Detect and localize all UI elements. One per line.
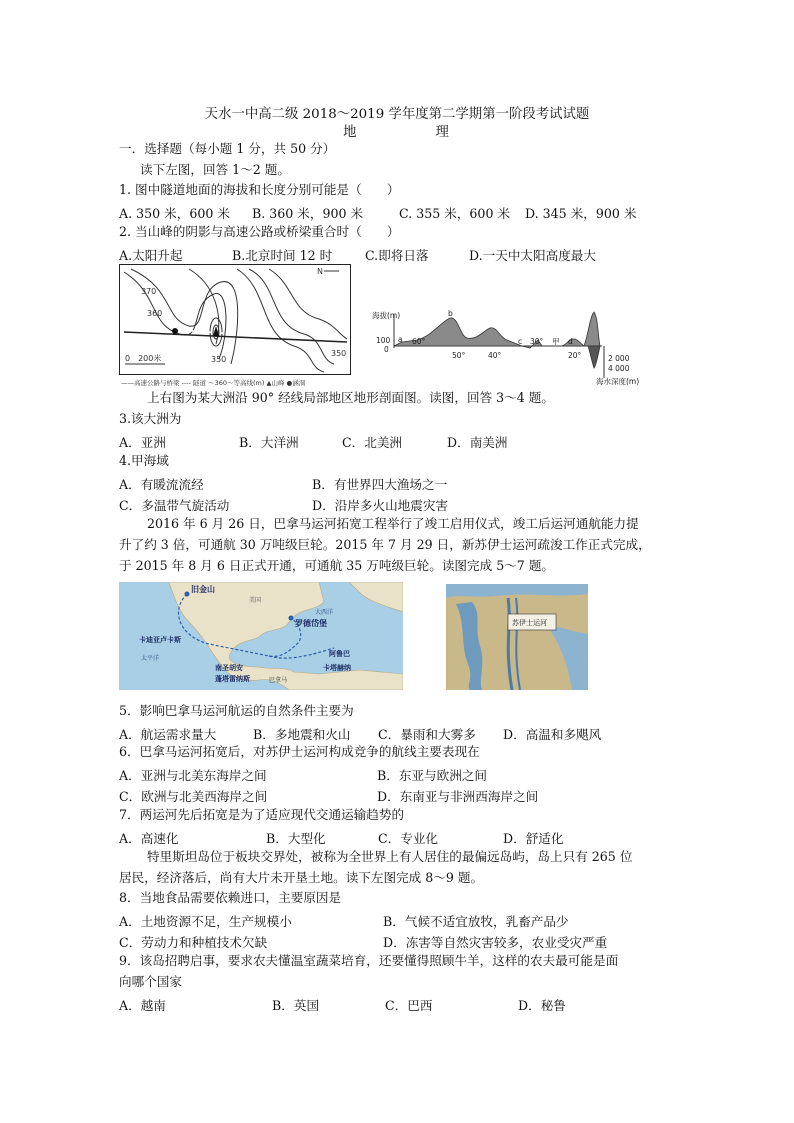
- q6-option-c: C．欧洲与北美西海岸之间: [119, 789, 268, 804]
- q9-stem-line1: 9．该岛招聘启事，要求农夫懂温室蔬菜培育，还要懂得照顾牛羊，这样的农夫最可能是面: [119, 953, 619, 968]
- q3-option-d: D．南美洲: [447, 435, 508, 450]
- q5-option-a: A．航运需求量大: [119, 727, 217, 742]
- exam-title: 天水一中高二级 2018～2019 学年度第二学期第一阶段考试试题: [204, 107, 590, 122]
- q3-stem: 3.该大洲为: [119, 411, 182, 426]
- q7-stem: 7．两运河先后拓宽是为了适应现代交通运输趋势的: [119, 807, 405, 822]
- q2-option-a: A.太阳升起: [119, 248, 183, 263]
- q9-option-d: D．秘鲁: [518, 998, 566, 1013]
- intro-q5-7-line1: 2016 年 6 月 26 日，巴拿马运河拓宽工程举行了竣工启用仪式，竣工后运河通航能力提: [147, 516, 639, 531]
- q7-option-b: B．大型化: [266, 831, 326, 846]
- intro-q8-9-line1: 特里斯坦岛位于板块交界处，被称为全世界上有人居住的最偏远岛屿，岛上只有 265 位: [147, 849, 633, 864]
- map1-label-sanfrancisco: 旧金山: [191, 585, 215, 594]
- contour-map: [119, 264, 351, 388]
- q9-stem-line2: 向哪个国家: [119, 974, 182, 989]
- depth-label: 海水深度(m): [596, 377, 640, 386]
- map1-label-lauderdale: 罗德岱堡: [295, 619, 327, 628]
- q7-option-d: D．舒适化: [503, 831, 564, 846]
- q8-option-a: A．土地资源不足，生产规模小: [119, 914, 292, 929]
- q6-option-d: D．东南亚与非洲西海岸之间: [377, 789, 539, 804]
- q5-option-c: C．暴雨和大雾多: [378, 727, 476, 742]
- point-b: b: [448, 309, 453, 318]
- map1-label-puntarenas: 蓬塔雷纳斯: [215, 675, 250, 683]
- q4-option-b: B．有世界四大渔场之一: [312, 477, 448, 492]
- q5-option-d: D．高温和多飓风: [503, 727, 602, 742]
- q2-stem: 2. 当山峰的阴影与高速公路或桥梁重合时（ ）: [119, 224, 400, 239]
- point-d: d: [568, 337, 573, 346]
- intro-q5-7-line2: 升了约 3 倍，可通航 30 万吨级巨轮。2015 年 7 月 29 日，新苏伊士运河疏浚工作正式完成，: [119, 537, 651, 552]
- lat-30: 30°: [530, 337, 544, 346]
- q1-option-d: D. 345 米，900 米: [525, 206, 637, 221]
- q4-option-a: A．有暖流流经: [119, 477, 204, 492]
- q8-option-d: D．冻害等自然灾害较多，农业受灾严重: [383, 935, 608, 950]
- q1-option-c: C. 355 米，600 米: [399, 206, 511, 221]
- q1-option-b: B. 360 米，900 米: [252, 206, 364, 221]
- q7-option-a: A．高速化: [119, 831, 179, 846]
- q6-stem: 6．巴拿马运河拓宽后，对苏伊士运河构成竞争的航线主要表现在: [119, 744, 480, 759]
- intro-q3-4: 上右图为某大洲沿 90° 经线局部地区地形剖面图。读图，回答 3～4 题。: [147, 390, 554, 405]
- q9-option-a: A．越南: [119, 998, 166, 1013]
- lat-50: 50°: [452, 351, 466, 360]
- q5-option-b: B．多地震和火山: [253, 727, 351, 742]
- intro-q5-7-line3: 于 2015 年 8 月 6 日正式开通，可通航 35 万吨级巨轮。读图完成 5～7 题。: [119, 558, 555, 573]
- q2-option-c: C.即将日落: [365, 248, 429, 263]
- q8-option-c: C．劳动力和种植技术欠缺: [119, 935, 268, 950]
- map1-label-aruba: 阿鲁巴: [329, 650, 350, 658]
- q7-option-c: C．专业化: [378, 831, 439, 846]
- lat-40: 40°: [488, 351, 502, 360]
- map1-label-pacific: 太平洋: [141, 655, 160, 662]
- profile-y-tick-100: 100: [376, 336, 391, 345]
- q4-option-c: C．多温带气旋活动: [119, 498, 230, 513]
- map1-label-cartagena: 卡塔赫纳: [323, 664, 351, 672]
- suez-canal-map: [446, 584, 588, 690]
- contour-label-350-right: 350: [331, 349, 347, 358]
- q1-stem: 1. 图中隧道地面的海拔和长度分别可能是（ ）: [119, 182, 400, 197]
- depth-tick-4000: 4 000: [608, 364, 630, 373]
- map2-label-suez: 苏伊士运河: [512, 619, 547, 627]
- sea-jia: 甲: [552, 337, 560, 346]
- lat-60: 60°: [412, 337, 426, 346]
- map1-label-atlantic: 大西洋: [315, 609, 334, 616]
- subject-title: 地 理: [343, 125, 451, 140]
- map1-label-cabo: 卡迪亚卢卡斯: [139, 636, 181, 644]
- q3-option-a: A．亚洲: [119, 435, 166, 450]
- point-c: c: [518, 337, 523, 346]
- q6-option-b: B．东亚与欧洲之间: [377, 768, 488, 783]
- q4-stem: 4.甲海域: [119, 453, 169, 468]
- scale-label: 0 200米: [125, 354, 162, 363]
- north-arrow-label: N: [317, 267, 323, 276]
- q8-option-b: B．气候不适宜放牧，乳畜产品少: [383, 914, 569, 929]
- q9-option-c: C．巴西: [385, 998, 433, 1013]
- q3-option-c: C．北美洲: [342, 435, 403, 450]
- depth-tick-2000: 2 000: [608, 354, 630, 363]
- map1-label-usa: 美国: [249, 597, 262, 604]
- contour-label-350-center: 350: [211, 355, 227, 364]
- q5-stem: 5．影响巴拿马运河航运的自然条件主要为: [119, 703, 354, 718]
- map1-label-panama: 巴拿马: [269, 677, 288, 684]
- map-legend: ——高速公路与桥梁 ---- 隧道 ～360～等高线(m) ▲山峰 ●涵洞: [121, 379, 306, 387]
- q1-option-a: A. 350 米，600 米: [119, 206, 230, 221]
- q2-option-d: D.一天中太阳高度最大: [469, 248, 596, 263]
- q9-option-b: B．英国: [272, 998, 320, 1013]
- q4-option-d: D．沿岸多火山地震灾害: [312, 498, 449, 513]
- map1-label-sanjuan: 南圣胡安: [215, 664, 243, 672]
- panama-route-map: [119, 582, 403, 690]
- terrain-profile: [372, 306, 642, 388]
- section-heading: 一．选择题（每小题 1 分，共 50 分）: [119, 141, 336, 156]
- intro-q1-2: 读下左图，回答 1～2 题。: [140, 162, 290, 177]
- q8-stem: 8．当地食品需要依赖进口，主要原因是: [119, 890, 342, 905]
- lat-20: 20°: [568, 351, 582, 360]
- contour-label-370: 370: [141, 287, 157, 296]
- q2-option-b: B.北京时间 12 时: [232, 248, 333, 263]
- profile-y-tick-0: 0: [384, 345, 389, 354]
- point-a: a: [398, 335, 403, 344]
- intro-q8-9-line2: 居民，经济落后，尚有大片未开垦土地。读下左图完成 8～9 题。: [119, 870, 484, 885]
- profile-y-label: 海拔(m): [372, 311, 401, 320]
- q3-option-b: B．大洋洲: [239, 435, 299, 450]
- contour-label-360: 360: [147, 309, 163, 318]
- q6-option-a: A．亚洲与北美东海岸之间: [119, 768, 267, 783]
